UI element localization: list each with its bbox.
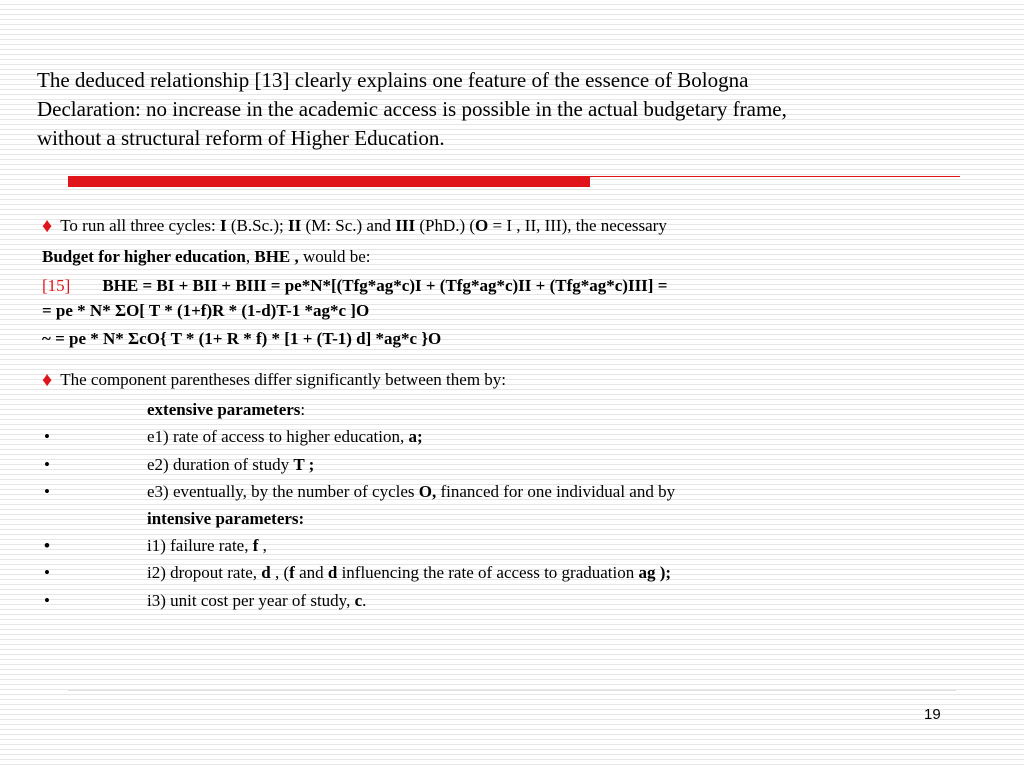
list-bullet: •: [44, 427, 50, 446]
list-bullet: •: [44, 563, 50, 582]
intro-paragraph: [37, 66, 977, 153]
red-divider-bar: [68, 176, 590, 187]
footer-divider: [68, 690, 956, 691]
list-bullet: •: [44, 482, 50, 501]
cycles-bullet: ♦ To run all three cycles: I (B.Sc.); II (M: Sc.) and III (PhD.) (O = I , II, III), the necessary: [42, 215, 667, 237]
list-bullet: •: [44, 536, 50, 555]
intro-line-1: The deduced relationship [13] clearly explains one feature of the essence of Bologna: [37, 68, 749, 92]
formula-line-3: ~ = pe * N* ΣcO{ T * (1+ R * f) * [1 + (T-1) d] *ag*c }O: [42, 329, 442, 348]
formula-line-1: [15] BHE = BI + BII + BIII = pe*N*[(Tfg*ag*c)I + (Tfg*ag*c)II + (Tfg*ag*c)III] =: [42, 276, 668, 295]
list-bullet: •: [44, 455, 50, 474]
budget-line: Budget for higher education, BHE , would be:: [42, 247, 371, 266]
diamond-bullet-icon: ♦: [42, 215, 53, 237]
thin-divider-line: [590, 176, 960, 177]
formula-ref: [15]: [42, 276, 71, 295]
intensive-heading: intensive parameters:: [147, 509, 305, 528]
list-bullet: •: [44, 591, 50, 610]
intro-line-2: Declaration: no increase in the academic access is possible in the actual budgetary frame,: [37, 97, 787, 121]
extensive-heading: extensive parameters:: [147, 400, 306, 419]
page-number: 19: [924, 706, 941, 723]
formula-line-2: = pe * N* ΣO[ T * (1+f)R * (1-d)T-1 *ag*c ]O: [42, 301, 370, 320]
intro-line-3: without a structural reform of Higher Education.: [37, 126, 445, 150]
components-bullet: ♦ The component parentheses differ significantly between them by:: [42, 369, 507, 391]
diamond-bullet-icon: ♦: [42, 369, 53, 391]
